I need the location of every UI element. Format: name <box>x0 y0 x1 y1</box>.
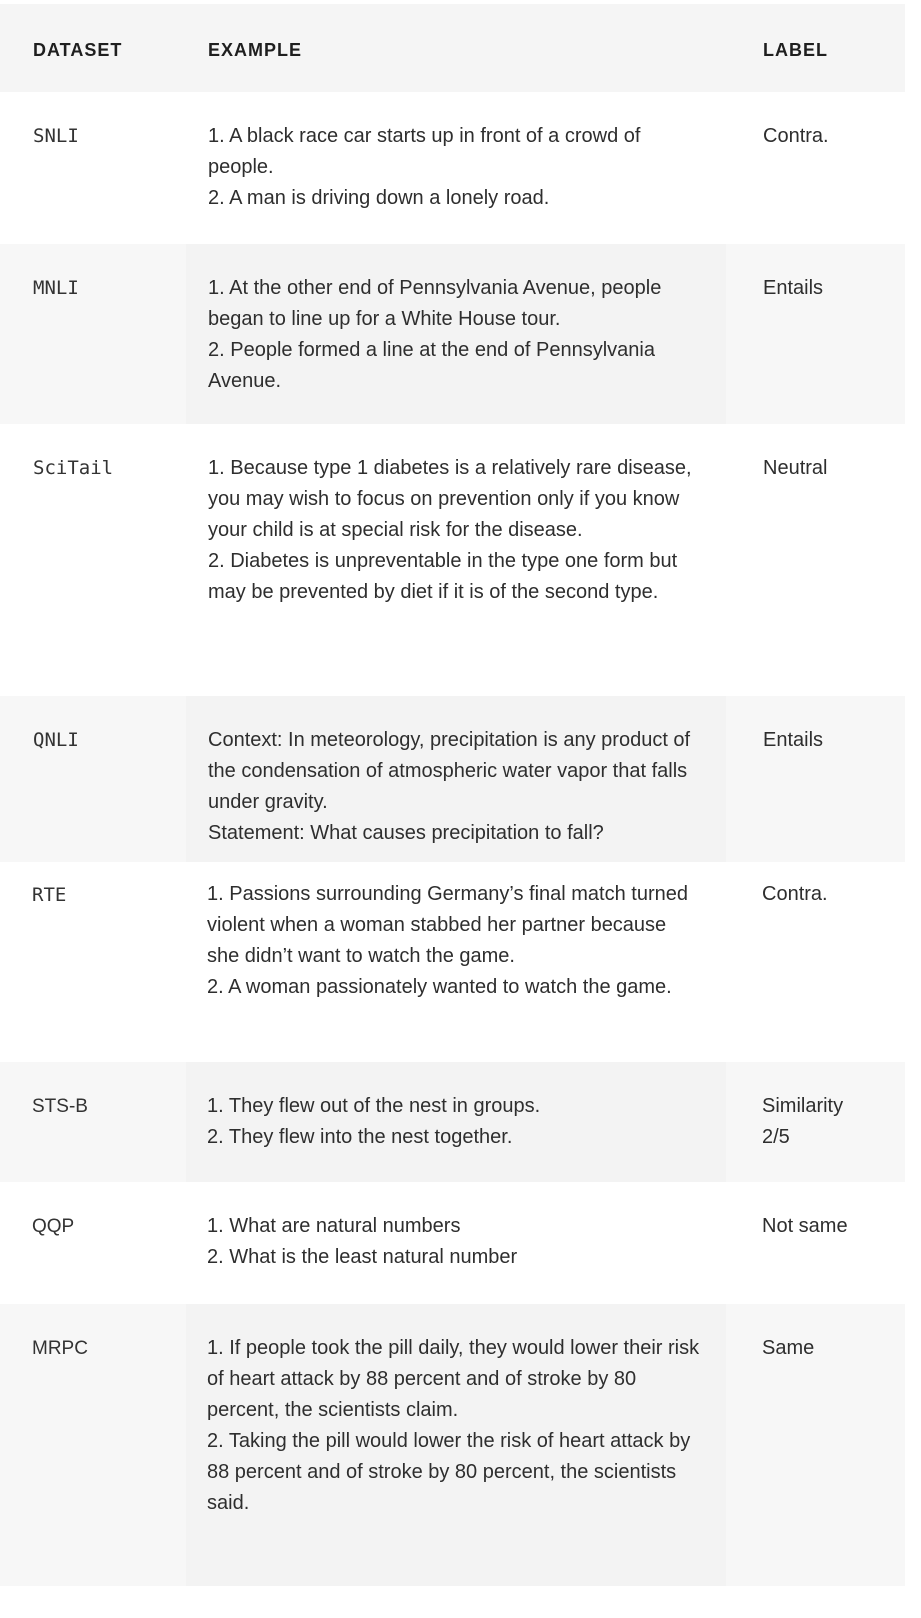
example-sentence-2: 2. A man is driving down a lonely road. <box>208 187 550 209</box>
table-row <box>0 244 905 424</box>
table-row <box>0 92 905 244</box>
example-sentence-2: 2. Taking the pill would lower the risk of heart attack by 88 percent and of stroke by 80 percent, the scientists said. <box>207 1430 691 1514</box>
label-cell: Entails <box>763 729 824 751</box>
example-sentence-2: 2. They flew into the nest together. <box>207 1126 513 1148</box>
header-label: LABEL <box>763 40 828 60</box>
dataset-cell: SNLI <box>33 125 79 147</box>
table-row <box>0 424 905 696</box>
table-row <box>0 696 905 862</box>
example-cell <box>207 1333 702 1519</box>
example-sentence-2: 2. Diabetes is unpreventable in the type one form but may be prevented by diet if it is of the second type. <box>208 550 678 603</box>
example-cell <box>208 121 703 214</box>
label-cell: Same <box>762 1337 815 1359</box>
example-cell <box>207 879 702 1003</box>
dataset-cell: STS-B <box>32 1096 88 1117</box>
example-sentence-1: 1. If people took the pill daily, they would lower their risk of heart attack by 88 percent and of stroke by 80 percent, the scientists claim. <box>207 1337 700 1421</box>
dataset-cell: MNLI <box>33 277 79 299</box>
example-sentence-1: 1. They flew out of the nest in groups. <box>207 1095 541 1117</box>
example-sentence-1: 1. Passions surrounding Germany’s final match turned violent when a woman stabbed her partner because she didn’t want to watch the game. <box>207 883 688 967</box>
example-cell <box>208 453 703 608</box>
example-cell <box>207 1211 702 1273</box>
table-row <box>0 1304 905 1586</box>
header-example: EXAMPLE <box>208 40 303 60</box>
dataset-cell: SciTail <box>33 457 114 479</box>
header-dataset: DATASET <box>33 40 123 60</box>
example-sentence-1: 1. At the other end of Pennsylvania Avenue, people began to line up for a White House tour. <box>208 277 662 330</box>
table-header-row <box>0 4 905 92</box>
example-sentence-2: 2. A woman passionately wanted to watch the game. <box>207 976 672 998</box>
label-cell: Neutral <box>763 457 828 479</box>
label-cell: Similarity 2/5 <box>762 1095 844 1148</box>
example-cell <box>208 273 703 397</box>
example-sentence-1: 1. What are natural numbers <box>207 1215 461 1237</box>
label-cell: Contra. <box>762 883 828 905</box>
example-context: Context: In meteorology, precipitation is any product of the condensation of atmospheric water vapor that falls under gravity. <box>208 729 691 813</box>
example-sentence-1: 1. Because type 1 diabetes is a relatively rare disease, you may wish to focus on prevention only if you know your child is at special risk for the disease. <box>208 457 692 541</box>
dataset-cell: QQP <box>32 1216 75 1237</box>
table-row <box>0 1062 905 1182</box>
example-statement: Statement: What causes precipitation to fall? <box>208 822 604 844</box>
example-sentence-2: 2. What is the least natural number <box>207 1246 518 1268</box>
dataset-cell: QNLI <box>33 729 79 751</box>
example-cell <box>208 725 703 849</box>
label-cell: Contra. <box>763 125 829 147</box>
table-row <box>0 862 905 1062</box>
label-cell: Entails <box>763 277 824 299</box>
dataset-cell: RTE <box>32 884 67 906</box>
label-cell: Not same <box>762 1215 848 1237</box>
table-row <box>0 1182 905 1304</box>
example-sentence-2: 2. People formed a line at the end of Pennsylvania Avenue. <box>208 339 655 392</box>
dataset-cell: MRPC <box>32 1338 88 1359</box>
example-sentence-1: 1. A black race car starts up in front of a crowd of people. <box>208 125 641 178</box>
example-cell <box>207 1091 702 1153</box>
